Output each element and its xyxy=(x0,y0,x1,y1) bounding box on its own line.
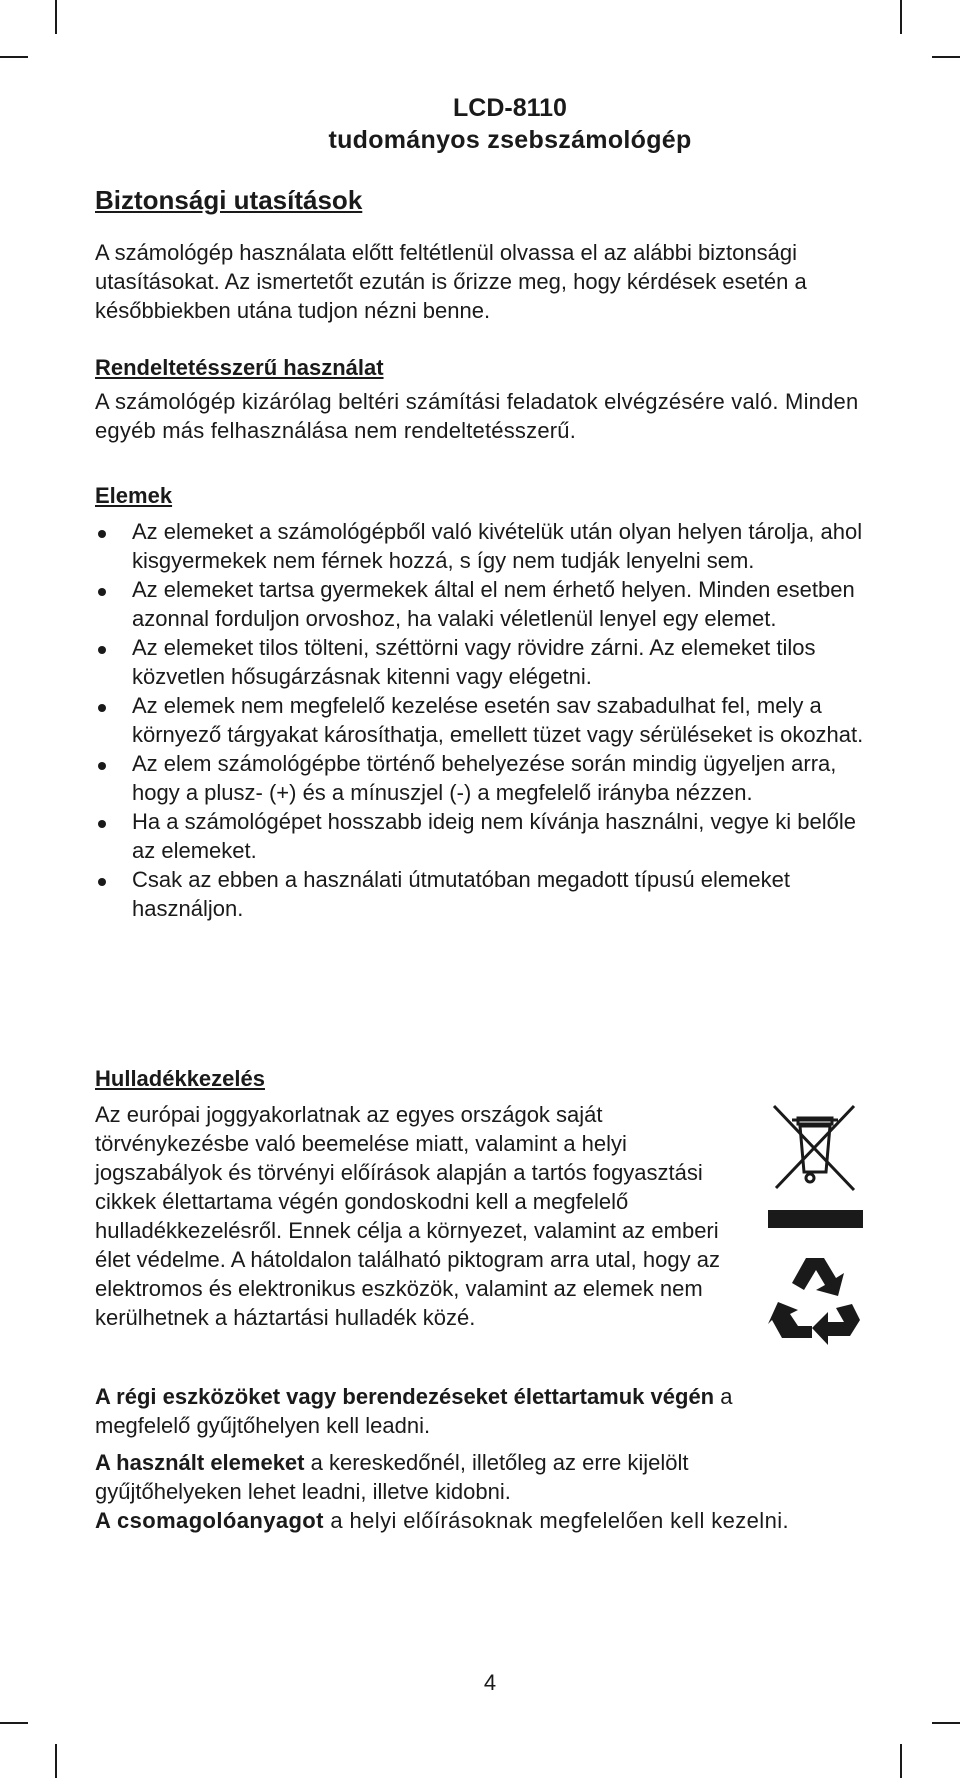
list-item: Az elemek nem megfelelő kezelése esetén sav szabadulhat fel, mely a környező tárgyakat károsíthatja, emellett tüzet vagy sérüléseket is okozhat. xyxy=(95,691,870,749)
bullet-icon xyxy=(98,646,106,654)
document-header xyxy=(0,92,960,156)
bullet-icon xyxy=(98,820,106,828)
disposal-packaging: A csomagolóanyagot a helyi előírásoknak megfelelően kell kezelni. xyxy=(95,1508,790,1533)
product-name: tudományos zsebszámológép xyxy=(328,126,692,154)
disposal-batteries: A használt elemeket a kereskedőnél, illetőleg az erre kijelölt gyűjtőhelyeken lehet leadni, illetve kidobni. xyxy=(95,1450,689,1504)
list-item: Az elemeket a számológépből való kivételük után olyan helyen tárolja, ahol kisgyermekek nem férnek hozzá, s így nem tudják lenyelni sem. xyxy=(95,517,870,575)
recycle-icon xyxy=(768,1252,863,1347)
bullet-icon xyxy=(98,704,106,712)
bullet-icon xyxy=(98,530,106,538)
section-batteries xyxy=(95,483,870,923)
crop-mark xyxy=(0,56,28,58)
disposal-instructions xyxy=(95,1382,870,1535)
disposal-devices: A régi eszközöket vagy berendezéseket élettartamuk végén a megfelelő gyűjtőhelyen kell leadni. xyxy=(95,1384,733,1438)
bullet-icon xyxy=(98,588,106,596)
page-title: Biztonsági utasítások xyxy=(95,185,363,215)
section-batteries-title: Elemek xyxy=(95,483,173,508)
section-use-title: Rendeltetésszerű használat xyxy=(95,355,384,380)
list-item: Ha a számológépet hosszabb ideig nem kívánja használni, vegye ki belőle az elemeket. xyxy=(95,807,870,865)
list-item: Az elemeket tilos tölteni, széttörni vagy rövidre zárni. Az elemeket tilos közvetlen hősugárzásnak kitenni vagy elégetni. xyxy=(95,633,870,691)
section-waste xyxy=(95,1066,870,1332)
crop-mark xyxy=(900,0,902,34)
crop-mark xyxy=(55,0,57,34)
intro-block xyxy=(95,238,870,325)
crossed-bin-icon xyxy=(768,1102,863,1197)
intro-text: A számológép használata előtt feltétlenül olvassa el az alábbi biztonsági utasításokat. Az ismertetőt ezután is őrizze meg, hogy kérdések esetén a későbbiekben utána tudjon nézni benne. xyxy=(95,240,807,323)
model-name: LCD-8110 xyxy=(453,94,567,122)
bullet-icon xyxy=(98,762,106,770)
crop-mark xyxy=(55,1744,57,1778)
list-item: Az elemeket tartsa gyermekek által el nem érhető helyen. Minden esetben azonnal forduljon orvoshoz, ha valaki véletlenül lenyel egy elemet. xyxy=(95,575,870,633)
bullet-icon xyxy=(98,878,106,886)
battery-list xyxy=(95,517,870,923)
crop-mark xyxy=(932,1722,960,1724)
list-item: Csak az ebben a használati útmutatóban megadott típusú elemeket használjon. xyxy=(95,865,870,923)
disposal-icons xyxy=(768,1102,863,1352)
bin-bar xyxy=(768,1210,863,1228)
crop-mark xyxy=(0,1722,28,1724)
page-number: 4 xyxy=(483,1670,497,1695)
section-waste-text: Az európai joggyakorlatnak az egyes országok saját törvénykezésbe való beemelése miatt, valamint a helyi jogszabályok és törvényi előírások alapján a tartós fogyasztási cikkek élettartama végén gondoskodni kell a megfelelő hulladékkezelésről. Ennek célja a környezet, valamint az emberi élet védelme. A hátoldalon található piktogram arra utal, hogy az elektromos és elektronikus eszközök, valamint az elemek nem kerülhetnek a háztartási hulladék közé. xyxy=(95,1102,720,1330)
section-use xyxy=(95,355,870,445)
crop-mark xyxy=(932,56,960,58)
section-waste-title: Hulladékkezelés xyxy=(95,1066,265,1091)
crop-mark xyxy=(900,1744,902,1778)
section-use-text: A számológép kizárólag beltéri számítási feladatok elvégzésére való. Minden egyéb más felhasználása nem rendeltetésszerű. xyxy=(95,389,859,443)
list-item: Az elem számológépbe történő behelyezése során mindig ügyeljen arra, hogy a plusz- (+) és a mínuszjel (-) a megfelelő irányba nézzen. xyxy=(95,749,870,807)
